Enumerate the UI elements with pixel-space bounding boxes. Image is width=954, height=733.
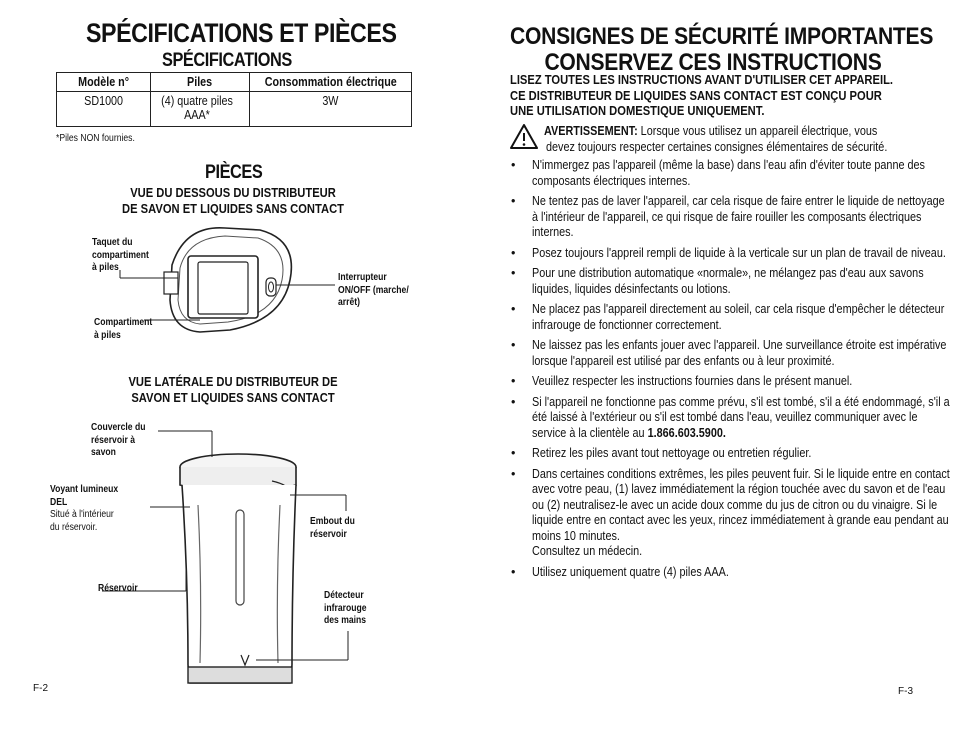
table-cell: SD1000	[57, 92, 151, 127]
label-nozzle: Embout du réservoir	[310, 516, 355, 540]
footnote: *Piles NON fournies.	[56, 133, 135, 144]
list-item: • N'immergez pas l'appareil (même la base) dans l'eau afin d'éviter toute panne des composants électriques internes.	[510, 158, 954, 189]
table-header: Consommation électrique	[249, 73, 412, 92]
list-item: • Retirez les piles avant tout nettoyage ou entretien régulier.	[510, 446, 954, 462]
list-item: • Utilisez uniquement quatre (4) piles AAA.	[510, 565, 954, 581]
side-view-title: VUE LATÉRALE DU DISTRIBUTEUR DE SAVON ET LIQUIDES SANS CONTACT	[128, 374, 338, 405]
table-header-row	[57, 73, 412, 92]
list-item: • Si l'appareil ne fonctionne pas comme prévu, s'il est tombé, s'il a été endommagé, s'il a été laissé à l'extérieur ou s'il est tombé dans l'eau, veuillez communiquer avec le service à la clientèle au 1.866.603.5900.	[510, 395, 954, 442]
table-cell: 3W	[249, 92, 412, 127]
page-title-right: CONSIGNES DE SÉCURITÉ IMPORTANTES CONSERVEZ CES INSTRUCTIONS	[510, 23, 934, 76]
warning-triangle-icon	[509, 123, 539, 150]
safety-list	[510, 158, 954, 585]
warning-notice: AVERTISSEMENT: Lorsque vous utilisez un appareil électrique, vous devez toujours respecter certaines consignes élémentaires de sécurité.	[544, 124, 888, 154]
list-item: • Ne placez pas l'appareil directement au soleil, car cela risque d'empêcher le détecteur infrarouge de fonctionner correctement.	[510, 302, 954, 333]
label-power-switch: Interrupteur ON/OFF (marche/ arrêt)	[338, 272, 409, 308]
table-cell: (4) quatre piles AAA*	[150, 92, 249, 127]
spec-table	[56, 72, 412, 127]
list-item: • Pour une distribution automatique «normale», ne mélangez pas d'eau aux savons liquides, liquides désinfectants ou lotions.	[510, 266, 954, 297]
list-item: • Veuillez respecter les instructions fournies dans le présent manuel.	[510, 374, 954, 390]
label-battery-latch: Taquet du compartiment à piles	[92, 237, 149, 273]
parts-heading: PIÈCES	[205, 162, 263, 183]
label-reservoir: Réservoir	[98, 583, 138, 594]
page-number-right: F-3	[898, 686, 913, 697]
label-led: Voyant lumineux DEL Situé à l'intérieur du réservoir.	[50, 484, 119, 533]
list-item: • Dans certaines conditions extrêmes, les piles peuvent fuir. Si le liquide entre en contact avec votre peau, (1) lavez immédiatement la région touchée avec du savon et de l'eau ou (2) neutralisez-le avec un acide doux comme du jus de citron ou du vinaigre. Si le liquide entre en contact avec les yeux, rincez immédiatement à grande eau pendant au moins 10 minutes. Consultez un médecin.	[510, 467, 954, 560]
bottom-view-title: VUE DU DESSOUS DU DISTRIBUTEUR DE SAVON ET LIQUIDES SANS CONTACT	[122, 185, 344, 216]
table-header: Piles	[150, 73, 249, 92]
label-battery-compartment: Compartiment à piles	[94, 317, 153, 341]
intro-warning: LISEZ TOUTES LES INSTRUCTIONS AVANT D'UTILISER CET APPAREIL. CE DISTRIBUTEUR DE LIQUIDES SANS CONTACT EST CONÇU POUR UNE UTILISATION DOMESTIQUE UNIQUEMENT.	[510, 72, 894, 118]
label-ir-sensor: Détecteur infrarouge des mains	[324, 590, 367, 626]
list-item: • Ne tentez pas de laver l'appareil, car cela risque de faire entrer le liquide de nettoyage à l'intérieur de l'appareil, ce qui risque de faire rouiller les composants électriques internes.	[510, 194, 954, 241]
customer-service-phone: 1.866.603.5900.	[647, 425, 726, 440]
page-number-left: F-2	[33, 683, 48, 694]
table-header: Modèle n°	[57, 73, 151, 92]
table-row	[57, 92, 412, 127]
page-title-left: SPÉCIFICATIONS ET PIÈCES	[86, 18, 397, 48]
spec-heading: SPÉCIFICATIONS	[162, 50, 292, 71]
label-soap-lid: Couvercle du réservoir à savon	[91, 422, 146, 458]
list-item: • Ne laissez pas les enfants jouer avec l'appareil. Une surveillance étroite est impérative lorsque l'appareil est utilisé par des enfants ou à leur proximité.	[510, 338, 954, 369]
list-item: • Posez toujours l'appreil rempli de liquide à la verticale sur un plan de travail de niveau.	[510, 246, 954, 262]
